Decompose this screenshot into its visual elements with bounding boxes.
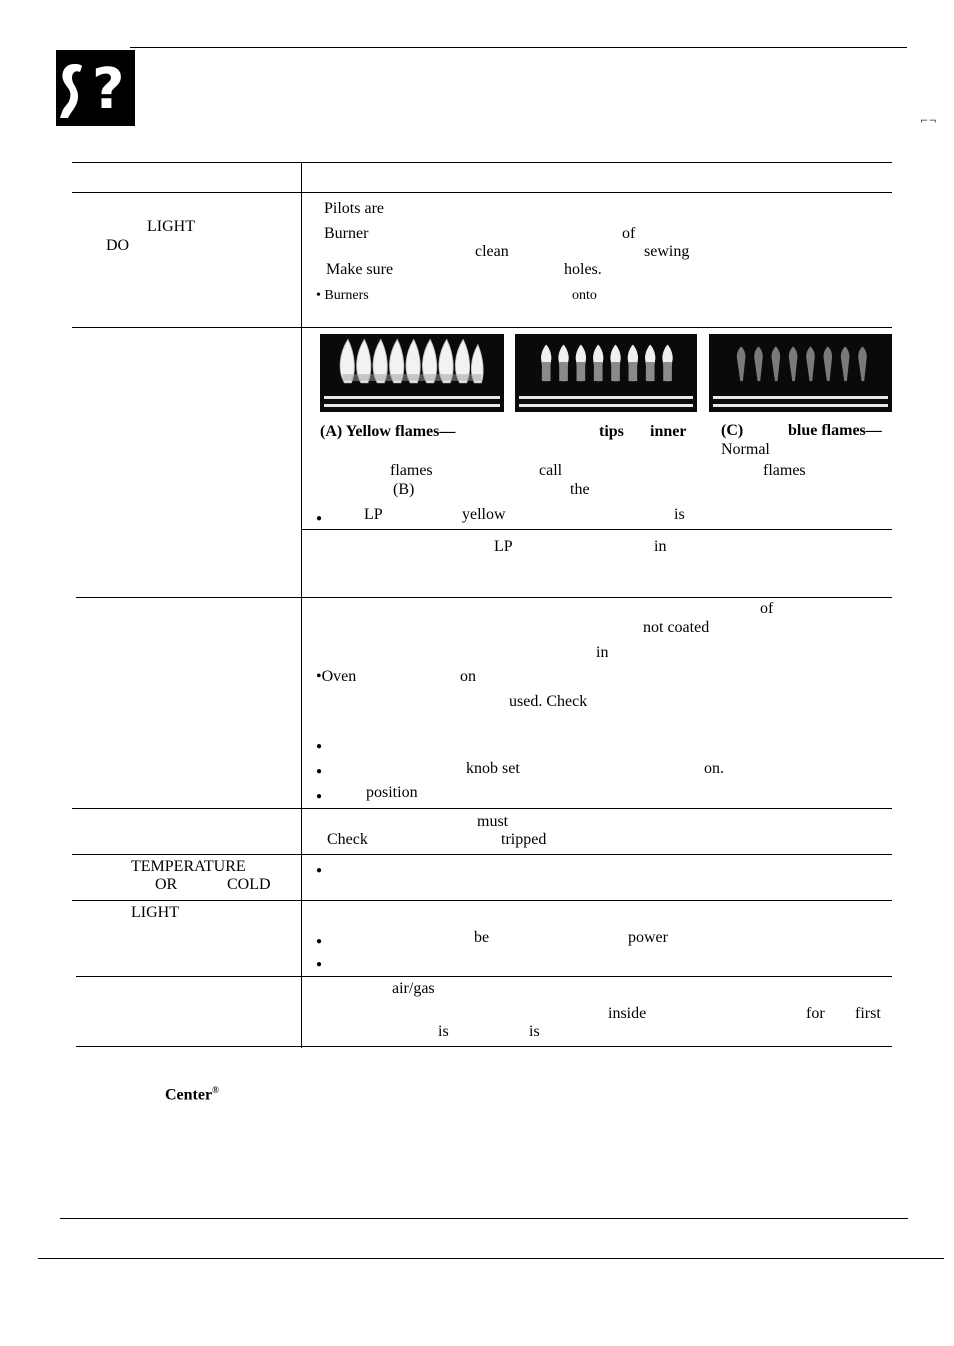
row-rule [72, 327, 892, 328]
row7-text: be [474, 929, 490, 946]
row5-text: must [477, 813, 509, 830]
row2-text: (B) [393, 481, 415, 498]
flame-photo-c [709, 334, 892, 412]
row-rule [76, 976, 892, 977]
row4-bullet-text [316, 668, 356, 686]
row1-text: onto [572, 288, 597, 303]
burner-bar [324, 396, 500, 399]
row2-text: call [539, 462, 563, 479]
caption-c: (C) [721, 422, 744, 439]
row2-text: is [674, 506, 685, 523]
burner-bar [519, 396, 693, 399]
row5-text: tripped [501, 831, 547, 848]
table-header-rule [72, 192, 892, 193]
bullet-icon: ● [316, 766, 323, 777]
footer-center-text: Center [165, 1086, 213, 1104]
table-divider [301, 162, 302, 1048]
bullet-icon: ● [316, 791, 323, 802]
row4-text: used. Check [509, 693, 588, 710]
row1-text: Burner [324, 225, 369, 242]
row1-text: Burners [324, 288, 369, 303]
burner-bar [713, 404, 888, 407]
bullet-icon: ● [316, 959, 323, 970]
row3-text: in [654, 538, 667, 555]
bullet-icon: ● [316, 513, 323, 524]
row-rule [72, 900, 892, 901]
page-bottom-rule [38, 1258, 944, 1259]
row4-text: knob set [466, 760, 520, 777]
flame-photo-b [515, 334, 697, 412]
burner-bar [713, 396, 888, 399]
row1-left-text: LIGHT [147, 218, 195, 235]
row1-bullet-text [316, 287, 369, 305]
table-bottom-rule [76, 1046, 892, 1047]
yellow-flames-icon [320, 336, 504, 388]
footer-rule [60, 1218, 908, 1219]
row-rule [76, 597, 892, 598]
bullet-icon: ● [316, 741, 323, 752]
row4-text: not coated [643, 619, 710, 636]
row8-text: is [438, 1023, 449, 1040]
row2-text: yellow [462, 506, 506, 523]
row8-text: inside [608, 1005, 647, 1022]
yellow-tip-flames-icon [515, 336, 697, 388]
row7-left-text: LIGHT [131, 904, 179, 921]
bullet-icon: • [316, 668, 322, 685]
caption-c-normal: Normal [721, 441, 770, 458]
row5-text: Check [327, 831, 368, 848]
row2-text: the [570, 481, 590, 498]
row4-text: Oven [321, 668, 357, 685]
row1-text: Pilots are [324, 200, 384, 217]
row6-left-text: TEMPERATURE [131, 858, 246, 875]
help-logo [56, 50, 135, 126]
row1-text: sewing [644, 243, 690, 260]
row4-text: on [460, 668, 476, 685]
row6-left-text: OR [155, 876, 178, 893]
caption-b-tips: tips [599, 423, 624, 440]
caption-c-label: blue flames— [788, 422, 882, 439]
row8-text: for [806, 1005, 825, 1022]
footer-center-label [165, 1081, 219, 1104]
row8-text: air/gas [392, 980, 435, 997]
caption-a: (A) Yellow flames— [320, 423, 456, 440]
bullet-icon: ● [316, 865, 323, 876]
corner-mark: ⌐¬ [920, 116, 937, 127]
row4-text: in [596, 644, 609, 661]
row4-text: of [760, 600, 774, 617]
bullet-icon: • [316, 288, 325, 303]
row3-text: LP [494, 538, 513, 555]
blue-flames-icon [709, 336, 892, 388]
row2-text: flames [390, 462, 433, 479]
header-rule [130, 47, 907, 48]
row1-text: of [622, 225, 636, 242]
bullet-icon: ● [316, 936, 323, 947]
flame-photo-a [320, 334, 504, 412]
burner-bar [324, 404, 500, 407]
row-rule [72, 854, 892, 855]
row2-text: flames [763, 462, 806, 479]
row6-left-text: COLD [227, 876, 271, 893]
caption-b-inner: inner [650, 423, 687, 440]
burner-bar [519, 404, 693, 407]
row1-text: Make sure [326, 261, 394, 278]
svg-text:?: ? [92, 57, 125, 122]
row1-text: clean [475, 243, 509, 260]
row1-text: holes. [564, 261, 602, 278]
row8-text: is [529, 1023, 540, 1040]
row7-text: power [628, 929, 668, 946]
registered-mark: ® [212, 1085, 219, 1095]
row4-text: on. [704, 760, 724, 777]
row8-text: first [855, 1005, 881, 1022]
row-rule [301, 529, 892, 530]
row1-left-text: DO [106, 237, 130, 254]
table-top-rule [72, 162, 892, 163]
ear-question-mark-icon [56, 50, 135, 126]
row4-text: position [366, 784, 418, 801]
row-rule [72, 808, 892, 809]
row2-text: LP [364, 506, 383, 523]
